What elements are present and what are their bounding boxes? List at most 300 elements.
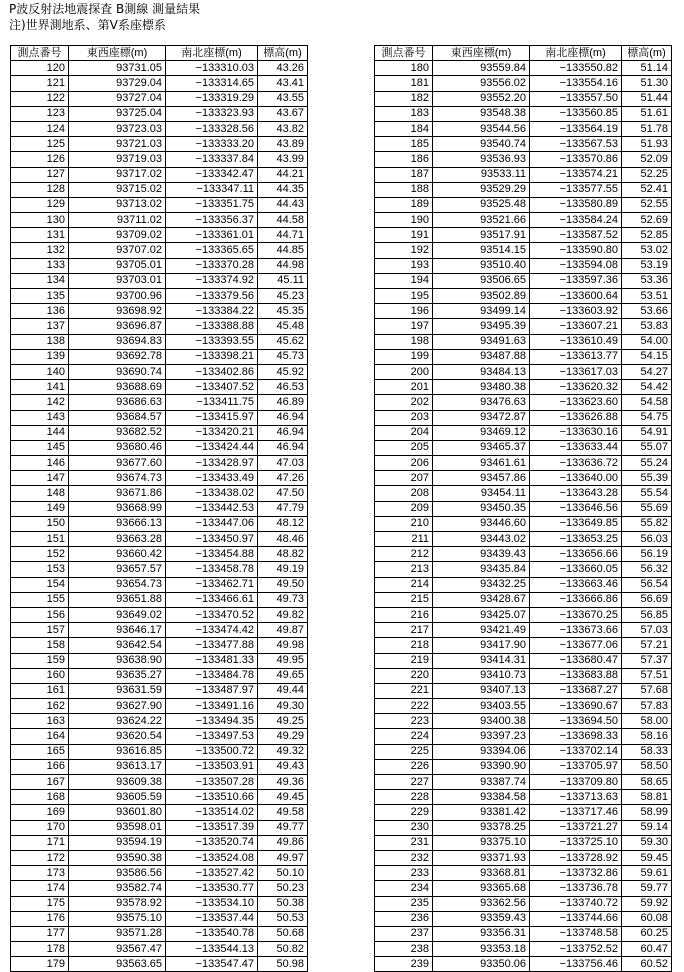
elevation-cell: 50.53: [258, 911, 308, 926]
east-west-coordinate-cell: 93705.01: [69, 258, 166, 273]
station-number-cell: 210: [375, 516, 433, 531]
table-row: [375, 562, 672, 577]
east-west-coordinate-cell: 93371.93: [433, 850, 530, 865]
north-south-coordinate-cell: −133514.02: [166, 805, 258, 820]
east-west-coordinate-cell: 93567.47: [69, 942, 166, 957]
elevation-cell: 59.30: [622, 835, 672, 850]
station-number-cell: 164: [11, 729, 69, 744]
table-row: [11, 425, 308, 440]
elevation-cell: 49.44: [258, 683, 308, 698]
station-number-cell: 213: [375, 562, 433, 577]
north-south-coordinate-cell: −133705.97: [530, 759, 622, 774]
elevation-cell: 52.25: [622, 167, 672, 182]
north-south-coordinate-cell: −133623.60: [530, 395, 622, 410]
elevation-cell: 49.65: [258, 668, 308, 683]
station-number-cell: 206: [375, 456, 433, 471]
station-number-cell: 196: [375, 304, 433, 319]
elevation-cell: 44.35: [258, 182, 308, 197]
table-row: [375, 623, 672, 638]
table-row: [11, 592, 308, 607]
north-south-coordinate-cell: −133537.44: [166, 911, 258, 926]
table-row: [11, 243, 308, 258]
elevation-cell: 43.41: [258, 76, 308, 91]
table-row: [375, 607, 672, 622]
elevation-cell: 43.55: [258, 91, 308, 106]
table-row: [375, 896, 672, 911]
station-number-cell: 194: [375, 273, 433, 288]
elevation-cell: 49.98: [258, 638, 308, 653]
elevation-cell: 43.67: [258, 106, 308, 121]
elevation-cell: 45.11: [258, 273, 308, 288]
table-row: [375, 850, 672, 865]
north-south-coordinate-cell: −133530.77: [166, 881, 258, 896]
east-west-coordinate-cell: 93403.55: [433, 699, 530, 714]
east-west-coordinate-cell: 93384.58: [433, 790, 530, 805]
north-south-coordinate-cell: −133477.88: [166, 638, 258, 653]
elevation-cell: 60.08: [622, 911, 672, 926]
station-number-cell: 122: [11, 91, 69, 106]
table-row: [375, 744, 672, 759]
north-south-coordinate-cell: −133328.56: [166, 121, 258, 136]
east-west-coordinate-cell: 93517.91: [433, 228, 530, 243]
elevation-cell: 56.85: [622, 607, 672, 622]
table-row: [11, 926, 308, 941]
east-west-coordinate-cell: 93548.38: [433, 106, 530, 121]
east-west-coordinate-cell: 93556.02: [433, 76, 530, 91]
north-south-coordinate-cell: −133411.75: [166, 395, 258, 410]
north-south-coordinate-cell: −133494.35: [166, 714, 258, 729]
east-west-coordinate-cell: 93654.73: [69, 577, 166, 592]
east-west-coordinate-cell: 93525.48: [433, 197, 530, 212]
east-west-coordinate-cell: 93717.02: [69, 167, 166, 182]
table-row: [375, 532, 672, 547]
north-south-coordinate-cell: −133636.72: [530, 456, 622, 471]
table-row: [11, 319, 308, 334]
east-west-coordinate-cell: 93552.20: [433, 91, 530, 106]
north-south-coordinate-cell: −133438.02: [166, 486, 258, 501]
east-west-coordinate-cell: 93350.06: [433, 957, 530, 972]
elevation-cell: 58.16: [622, 729, 672, 744]
station-number-cell: 186: [375, 152, 433, 167]
east-west-coordinate-cell: 93356.31: [433, 926, 530, 941]
east-west-coordinate-cell: 93613.17: [69, 759, 166, 774]
east-west-coordinate-cell: 93410.73: [433, 668, 530, 683]
table-header-row: [11, 46, 308, 61]
station-number-cell: 200: [375, 364, 433, 379]
table-row: [11, 76, 308, 91]
north-south-coordinate-cell: −133709.80: [530, 775, 622, 790]
table-row: [11, 683, 308, 698]
elevation-cell: 49.36: [258, 775, 308, 790]
north-south-coordinate-cell: −133626.88: [530, 410, 622, 425]
east-west-coordinate-cell: 93590.38: [69, 850, 166, 865]
north-south-coordinate-cell: −133597.36: [530, 273, 622, 288]
east-west-coordinate-cell: 93571.28: [69, 926, 166, 941]
north-south-coordinate-cell: −133643.28: [530, 486, 622, 501]
elevation-cell: 46.89: [258, 395, 308, 410]
station-number-cell: 208: [375, 486, 433, 501]
east-west-coordinate-cell: 93575.10: [69, 911, 166, 926]
east-west-coordinate-cell: 93394.06: [433, 744, 530, 759]
east-west-coordinate-cell: 93594.19: [69, 835, 166, 850]
north-south-coordinate-cell: −133640.00: [530, 471, 622, 486]
elevation-cell: 50.82: [258, 942, 308, 957]
survey-table-left: [10, 45, 308, 972]
elevation-cell: 53.36: [622, 273, 672, 288]
station-number-cell: 163: [11, 714, 69, 729]
east-west-coordinate-cell: 93397.23: [433, 729, 530, 744]
table-header-row: [375, 46, 672, 61]
north-south-coordinate-cell: −133442.53: [166, 501, 258, 516]
north-south-coordinate-cell: −133447.06: [166, 516, 258, 531]
north-south-coordinate-cell: −133620.32: [530, 380, 622, 395]
elevation-cell: 59.61: [622, 866, 672, 881]
station-number-cell: 220: [375, 668, 433, 683]
station-number-cell: 231: [375, 835, 433, 850]
elevation-cell: 59.45: [622, 850, 672, 865]
north-south-coordinate-cell: −133424.44: [166, 440, 258, 455]
east-west-coordinate-cell: 93646.17: [69, 623, 166, 638]
elevation-cell: 55.24: [622, 456, 672, 471]
table-row: [375, 729, 672, 744]
station-number-cell: 217: [375, 623, 433, 638]
east-west-coordinate-cell: 93521.66: [433, 213, 530, 228]
east-west-coordinate-cell: 93582.74: [69, 881, 166, 896]
north-south-coordinate-cell: −133557.50: [530, 91, 622, 106]
table-row: [11, 957, 308, 972]
east-west-coordinate-cell: 93649.02: [69, 607, 166, 622]
east-west-coordinate-cell: 93425.07: [433, 607, 530, 622]
east-west-coordinate-cell: 93353.18: [433, 942, 530, 957]
station-number-cell: 212: [375, 547, 433, 562]
north-south-coordinate-cell: −133474.42: [166, 623, 258, 638]
east-west-coordinate-cell: 93421.49: [433, 623, 530, 638]
north-south-coordinate-cell: −133567.53: [530, 137, 622, 152]
east-west-coordinate-cell: 93446.60: [433, 516, 530, 531]
elevation-cell: 48.82: [258, 547, 308, 562]
north-south-coordinate-cell: −133660.05: [530, 562, 622, 577]
north-south-coordinate-cell: −133527.42: [166, 866, 258, 881]
station-number-cell: 234: [375, 881, 433, 896]
station-number-cell: 139: [11, 349, 69, 364]
station-number-cell: 137: [11, 319, 69, 334]
station-number-cell: 191: [375, 228, 433, 243]
elevation-cell: 55.07: [622, 440, 672, 455]
table-row: [11, 744, 308, 759]
north-south-coordinate-cell: −133680.47: [530, 653, 622, 668]
table-row: [375, 957, 672, 972]
east-west-coordinate-cell: 93605.59: [69, 790, 166, 805]
north-south-coordinate-cell: −133370.28: [166, 258, 258, 273]
east-west-coordinate-cell: 93671.86: [69, 486, 166, 501]
table-row: [375, 319, 672, 334]
table-row: [375, 364, 672, 379]
station-number-cell: 185: [375, 137, 433, 152]
east-west-coordinate-cell: 93711.02: [69, 213, 166, 228]
table-row: [11, 91, 308, 106]
north-south-coordinate-cell: −133550.82: [530, 61, 622, 76]
east-west-coordinate-cell: 93677.60: [69, 456, 166, 471]
east-west-coordinate-cell: 93690.74: [69, 364, 166, 379]
station-number-cell: 165: [11, 744, 69, 759]
north-south-coordinate-cell: −133415.97: [166, 410, 258, 425]
table-row: [375, 471, 672, 486]
north-south-coordinate-cell: −133540.78: [166, 926, 258, 941]
elevation-cell: 59.14: [622, 820, 672, 835]
table-row: [11, 699, 308, 714]
east-west-coordinate-cell: 93713.02: [69, 197, 166, 212]
table-row: [375, 61, 672, 76]
table-row: [375, 911, 672, 926]
station-number-cell: 126: [11, 152, 69, 167]
station-number-cell: 235: [375, 896, 433, 911]
east-west-coordinate-cell: 93378.25: [433, 820, 530, 835]
north-south-coordinate-cell: −133617.03: [530, 364, 622, 379]
elevation-cell: 56.32: [622, 562, 672, 577]
elevation-cell: 56.69: [622, 592, 672, 607]
elevation-cell: 51.14: [622, 61, 672, 76]
elevation-cell: 57.51: [622, 668, 672, 683]
elevation-cell: 50.98: [258, 957, 308, 972]
north-south-coordinate-cell: −133607.21: [530, 319, 622, 334]
station-number-cell: 219: [375, 653, 433, 668]
north-south-coordinate-cell: −133333.20: [166, 137, 258, 152]
station-number-cell: 130: [11, 213, 69, 228]
north-south-coordinate-cell: −133756.46: [530, 957, 622, 972]
elevation-cell: 59.77: [622, 881, 672, 896]
north-south-coordinate-cell: −133702.14: [530, 744, 622, 759]
east-west-coordinate-cell: 93703.01: [69, 273, 166, 288]
station-number-cell: 187: [375, 167, 433, 182]
station-number-cell: 221: [375, 683, 433, 698]
table-row: [11, 532, 308, 547]
station-number-cell: 205: [375, 440, 433, 455]
elevation-cell: 58.99: [622, 805, 672, 820]
station-number-cell: 148: [11, 486, 69, 501]
table-row: [375, 106, 672, 121]
east-west-coordinate-cell: 93660.42: [69, 547, 166, 562]
east-west-coordinate-cell: 93642.54: [69, 638, 166, 653]
north-south-coordinate-cell: −133603.92: [530, 304, 622, 319]
east-west-coordinate-cell: 93407.13: [433, 683, 530, 698]
station-number-cell: 189: [375, 197, 433, 212]
station-number-cell: 123: [11, 106, 69, 121]
station-number-cell: 169: [11, 805, 69, 820]
table-row: [11, 911, 308, 926]
east-west-coordinate-cell: 93428.67: [433, 592, 530, 607]
table-row: [11, 334, 308, 349]
table-row: [375, 942, 672, 957]
east-west-coordinate-cell: 93578.92: [69, 896, 166, 911]
north-south-coordinate-cell: −133744.66: [530, 911, 622, 926]
elevation-cell: 47.50: [258, 486, 308, 501]
east-west-coordinate-cell: 93465.37: [433, 440, 530, 455]
elevation-cell: 50.10: [258, 866, 308, 881]
station-number-cell: 180: [375, 61, 433, 76]
east-west-coordinate-cell: 93601.80: [69, 805, 166, 820]
station-number-cell: 190: [375, 213, 433, 228]
table-row: [375, 410, 672, 425]
station-number-cell: 232: [375, 850, 433, 865]
east-west-coordinate-cell: 93414.31: [433, 653, 530, 668]
elevation-cell: 54.15: [622, 349, 672, 364]
elevation-cell: 49.77: [258, 820, 308, 835]
table-row: [11, 790, 308, 805]
station-number-cell: 149: [11, 501, 69, 516]
table-row: [11, 486, 308, 501]
table-row: [11, 623, 308, 638]
north-south-coordinate-cell: −133402.86: [166, 364, 258, 379]
table-row: [375, 699, 672, 714]
station-number-cell: 204: [375, 425, 433, 440]
table-row: [375, 76, 672, 91]
table-row: [375, 152, 672, 167]
north-south-coordinate-cell: −133487.97: [166, 683, 258, 698]
station-number-cell: 171: [11, 835, 69, 850]
station-number-cell: 132: [11, 243, 69, 258]
table-row: [11, 152, 308, 167]
east-west-coordinate-cell: 93563.65: [69, 957, 166, 972]
north-south-coordinate-cell: −133736.78: [530, 881, 622, 896]
north-south-coordinate-cell: −133517.39: [166, 820, 258, 835]
table-row: [375, 213, 672, 228]
east-west-coordinate-cell: 93443.02: [433, 532, 530, 547]
north-south-coordinate-cell: −133500.72: [166, 744, 258, 759]
north-south-coordinate-cell: −133534.10: [166, 896, 258, 911]
east-west-coordinate-cell: 93723.03: [69, 121, 166, 136]
east-west-coordinate-cell: 93729.04: [69, 76, 166, 91]
station-number-cell: 172: [11, 850, 69, 865]
north-south-coordinate-cell: −133458.78: [166, 562, 258, 577]
station-number-cell: 133: [11, 258, 69, 273]
table-row: [11, 714, 308, 729]
east-west-coordinate-cell: 93684.57: [69, 410, 166, 425]
station-number-cell: 238: [375, 942, 433, 957]
east-west-coordinate-cell: 93624.22: [69, 714, 166, 729]
north-south-coordinate-cell: −133683.88: [530, 668, 622, 683]
east-west-coordinate-cell: 93472.87: [433, 410, 530, 425]
table-row: [11, 562, 308, 577]
station-number-cell: 227: [375, 775, 433, 790]
north-south-coordinate-cell: −133314.65: [166, 76, 258, 91]
station-number-cell: 236: [375, 911, 433, 926]
north-south-coordinate-cell: −133374.92: [166, 273, 258, 288]
station-number-cell: 167: [11, 775, 69, 790]
north-south-coordinate-cell: −133319.29: [166, 91, 258, 106]
elevation-cell: 44.98: [258, 258, 308, 273]
table-row: [11, 304, 308, 319]
north-south-coordinate-cell: −133384.22: [166, 304, 258, 319]
north-south-coordinate-cell: −133379.56: [166, 289, 258, 304]
north-south-coordinate-cell: −133388.88: [166, 319, 258, 334]
east-west-coordinate-cell: 93698.92: [69, 304, 166, 319]
station-number-cell: 138: [11, 334, 69, 349]
north-south-coordinate-cell: −133337.84: [166, 152, 258, 167]
east-west-coordinate-cell: 93627.90: [69, 699, 166, 714]
station-number-cell: 225: [375, 744, 433, 759]
north-south-coordinate-cell: −133433.49: [166, 471, 258, 486]
station-number-cell: 199: [375, 349, 433, 364]
station-number-cell: 158: [11, 638, 69, 653]
north-south-coordinate-cell: −133725.10: [530, 835, 622, 850]
table-row: [11, 729, 308, 744]
table-row: [375, 349, 672, 364]
elevation-cell: 57.37: [622, 653, 672, 668]
table-row: [375, 592, 672, 607]
elevation-cell: 52.55: [622, 197, 672, 212]
east-west-coordinate-cell: 93666.13: [69, 516, 166, 531]
table-row: [375, 425, 672, 440]
elevation-cell: 49.82: [258, 607, 308, 622]
elevation-cell: 51.78: [622, 121, 672, 136]
station-number-cell: 211: [375, 532, 433, 547]
elevation-cell: 53.51: [622, 289, 672, 304]
table-row: [11, 380, 308, 395]
east-west-coordinate-cell: 93559.84: [433, 61, 530, 76]
east-west-coordinate-cell: 93707.02: [69, 243, 166, 258]
table-row: [375, 228, 672, 243]
table-row: [375, 547, 672, 562]
elevation-cell: 45.48: [258, 319, 308, 334]
station-number-cell: 178: [11, 942, 69, 957]
table-row: [375, 304, 672, 319]
elevation-cell: 53.02: [622, 243, 672, 258]
north-south-coordinate-cell: −133590.80: [530, 243, 622, 258]
north-south-coordinate-cell: −133677.06: [530, 638, 622, 653]
elevation-cell: 50.38: [258, 896, 308, 911]
station-number-cell: 154: [11, 577, 69, 592]
north-south-coordinate-cell: −133713.63: [530, 790, 622, 805]
station-number-cell: 215: [375, 592, 433, 607]
north-south-coordinate-cell: −133633.44: [530, 440, 622, 455]
north-south-coordinate-cell: −133584.24: [530, 213, 622, 228]
north-south-coordinate-cell: −133698.33: [530, 729, 622, 744]
station-number-cell: 184: [375, 121, 433, 136]
east-west-coordinate-cell: 93450.35: [433, 501, 530, 516]
north-south-coordinate-cell: −133398.21: [166, 349, 258, 364]
table-row: [11, 197, 308, 212]
elevation-cell: 57.83: [622, 699, 672, 714]
east-west-coordinate-cell: 93544.56: [433, 121, 530, 136]
survey-table-right: [374, 45, 672, 972]
table-row: [375, 653, 672, 668]
north-south-coordinate-cell: −133740.72: [530, 896, 622, 911]
north-south-coordinate-cell: −133670.25: [530, 607, 622, 622]
table-row: [11, 638, 308, 653]
elevation-cell: 44.58: [258, 213, 308, 228]
north-south-coordinate-cell: −133462.71: [166, 577, 258, 592]
elevation-cell: 55.82: [622, 516, 672, 531]
table-row: [375, 683, 672, 698]
station-number-cell: 155: [11, 592, 69, 607]
elevation-cell: 55.54: [622, 486, 672, 501]
station-number-cell: 209: [375, 501, 433, 516]
elevation-cell: 52.41: [622, 182, 672, 197]
elevation-cell: 49.25: [258, 714, 308, 729]
elevation-cell: 54.42: [622, 380, 672, 395]
east-west-coordinate-cell: 93616.85: [69, 744, 166, 759]
table-row: [375, 486, 672, 501]
elevation-cell: 49.19: [258, 562, 308, 577]
elevation-cell: 44.43: [258, 197, 308, 212]
table-row: [375, 380, 672, 395]
header-east-west-coordinate: 東西座標(m): [433, 46, 530, 61]
table-row: [375, 577, 672, 592]
north-south-coordinate-cell: −133420.21: [166, 425, 258, 440]
station-number-cell: 120: [11, 61, 69, 76]
station-number-cell: 179: [11, 957, 69, 972]
east-west-coordinate-cell: 93709.02: [69, 228, 166, 243]
